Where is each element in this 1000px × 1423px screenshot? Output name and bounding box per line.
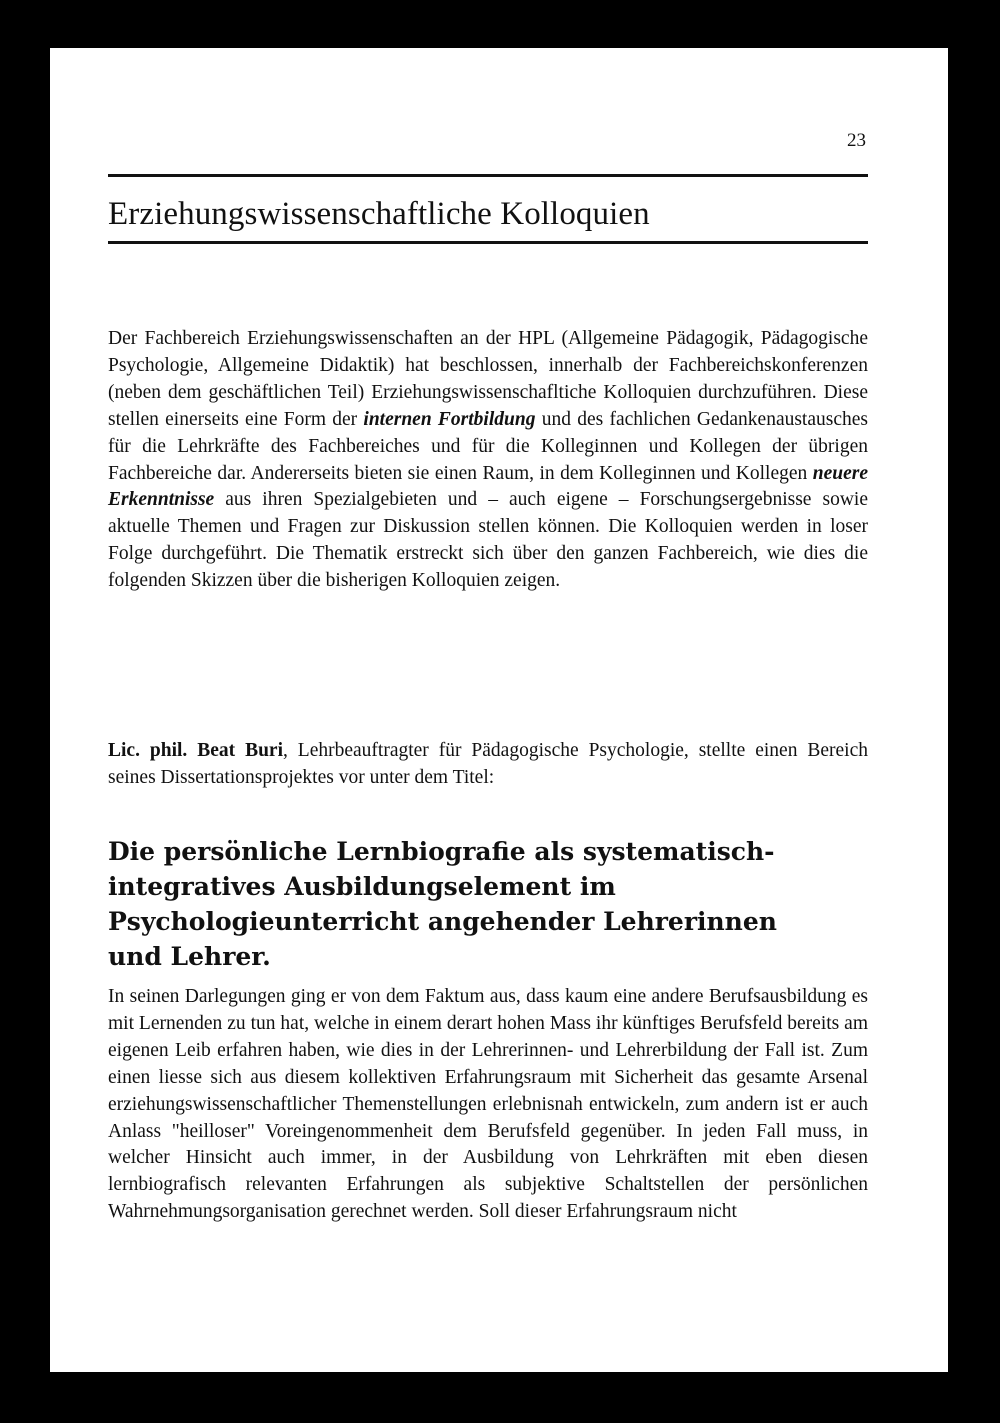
talk-title: Die persönliche Lernbiografie als systematisch-integratives Ausbildungselement im Psychologieunterricht angehender Lehrerinnen und Lehrer. [108,837,777,971]
page-number: 23 [847,130,866,151]
intro-text-2: und des fachlichen Gedankenaustausches für die Lehrkräfte des Fachbereiches und für die Kolleginnen und Kollegen der übrigen Fachbereiche dar. Andererseits bieten sie einen Raum, in dem Kolleginnen und Kollegen [108,408,868,484]
intro-text-1: Der Fachbereich Erziehungswissenschaften an der HPL (Allgemeine Pädagogik, Pädagogische Psychologie, Allgemeine Didaktik) hat beschlossen, innerhalb der Fachbereichskonferenzen (neben dem geschäftlichen Teil) Erziehungswissenschafltiche Kolloquien durchzuführen. Diese stellen einerseits eine Form der [108,328,868,430]
intro-text-3: aus ihren Spezialgebieten und – auch eigene – Forschungsergebnisse sowie aktuelle Themen und Fragen zur Diskussion stellen können. Die Kolloquien werden in loser Folge durchgeführt. Die Thematik erstreckt sich über den ganzen Fachbereich, wie dies die folgenden Skizzen über die bisherigen Kolloquien zeigen. [108,489,868,592]
speaker-name: Lic. phil. Beat Buri [108,740,283,761]
chapter-title: Erziehungswissenschaftliche Kolloquien [108,196,650,232]
intro-emphasis-1: internen Fortbildung [363,408,536,430]
speaker-description: , Lehrbeauftragter für Pädagogische Psychologie, stellte einen Bereich seines Dissertationsprojektes vor unter dem Titel: [108,740,869,788]
talk-summary: In seinen Darlegungen ging er von dem Faktum aus, dass kaum eine andere Berufsausbildung es mit Lernenden zu tun hat, welche in einem derart hohen Mass ihr künftiges Berufsfeld bereits am eigenen Leib erfahren haben, wie dies in der Lehrerinnen- und Lehrerbildung der Fall ist. Zum einen liesse sich aus diesem kollektiven Erfahrungsraum mit Sicherheit das gesamte Arsenal erziehungswissenschaftlicher Themenstellungen erlebnisnah entwickeln, zum andern ist er auch Anlass "heilloser" Voreingenommenheit dem Berufsfeld gegenüber. In jeden Fall muss, in welcher Hinsicht auch immer, in der Ausbildung von Lehrkräften mit eben diesen lernbiografisch relevanten Erfahrungen als subjektive Schaltstellen der persönlichen Wahrnehmungsorganisation gerechnet werden. Soll dieser Erfahrungsraum nicht [108,986,868,1223]
intro-paragraph [108,326,868,595]
title-rule-top [108,174,868,177]
title-rule-bottom [108,241,868,244]
document-page [50,48,948,1372]
intro-emphasis-2: neuere Erkenntnisse [108,462,868,511]
speaker-paragraph [108,738,868,792]
